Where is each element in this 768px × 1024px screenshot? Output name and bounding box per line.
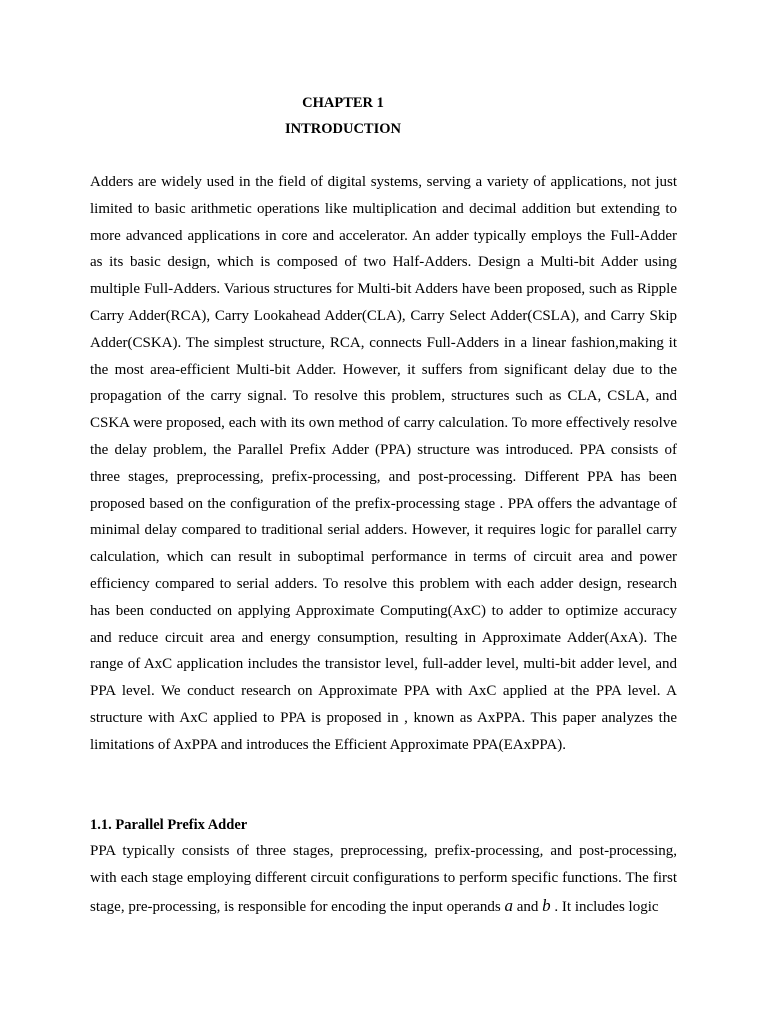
variable-b: b xyxy=(542,896,551,915)
section-text-before: PPA typically consists of three stages, preprocessing, prefix-processing, and post-processing, with each stage employing different circuit configurations to perform specific functions. The first stage, pre-processing, is responsible for encoding the input operands xyxy=(90,843,677,915)
chapter-title: INTRODUCTION xyxy=(284,121,401,137)
section-text-and: and xyxy=(512,899,543,915)
variable-a: a xyxy=(504,896,513,915)
chapter-number: CHAPTER 1 xyxy=(302,95,384,111)
section-paragraph xyxy=(90,838,677,921)
intro-paragraph: Adders are widely used in the field of digital systems, serving a variety of applications, not just limited to basic arithmetic operations like multiplication and decimal addition but extending to more advanced applications in core and accelerator. An adder typically employs the Full-Adder as its basic design, which is composed of two Half-Adders. Design a Multi-bit Adder using multiple Full-Adders. Various structures for Multi-bit Adders have been proposed, such as Ripple Carry Adder(RCA), Carry Lookahead Adder(CLA), Carry Select Adder(CSLA), and Carry Skip Adder(CSKA). The simplest structure, RCA, connects Full-Adders in a linear fashion,making it the most area-efficient Multi-bit Adder. However, it suffers from significant delay due to the propagation of the carry signal. To resolve this problem, structures such as CLA, CSLA, and CSKA were proposed, each with its own method of carry calculation. To more effectively resolve the delay problem, the Parallel Prefix Adder (PPA) structure was introduced. PPA consists of three stages, preprocessing, prefix-processing, and post-processing. Different PPA has been proposed based on the configuration of the prefix-processing stage . PPA offers the advantage of minimal delay compared to traditional serial adders. However, it requires logic for parallel carry calculation, which can result in suboptimal performance in terms of circuit area and power efficiency compared to serial adders. To resolve this problem with each adder design, research has been conducted on applying Approximate Computing(AxC) to adder to optimize accuracy and reduce circuit area and energy consumption, resulting in Approximate Adder(AxA). The range of AxC application includes the transistor level, full-adder level, multi-bit adder level, and PPA level. We conduct research on Approximate PPA with AxC applied at the PPA level. A structure with AxC applied to PPA is proposed in , known as AxPPA. This paper analyzes the limitations of AxPPA and introduces the Efficient Approximate PPA(EAxPPA). xyxy=(90,174,677,753)
section-text-after: . It includes logic xyxy=(550,899,659,915)
section-heading: 1.1. Parallel Prefix Adder xyxy=(90,817,248,833)
